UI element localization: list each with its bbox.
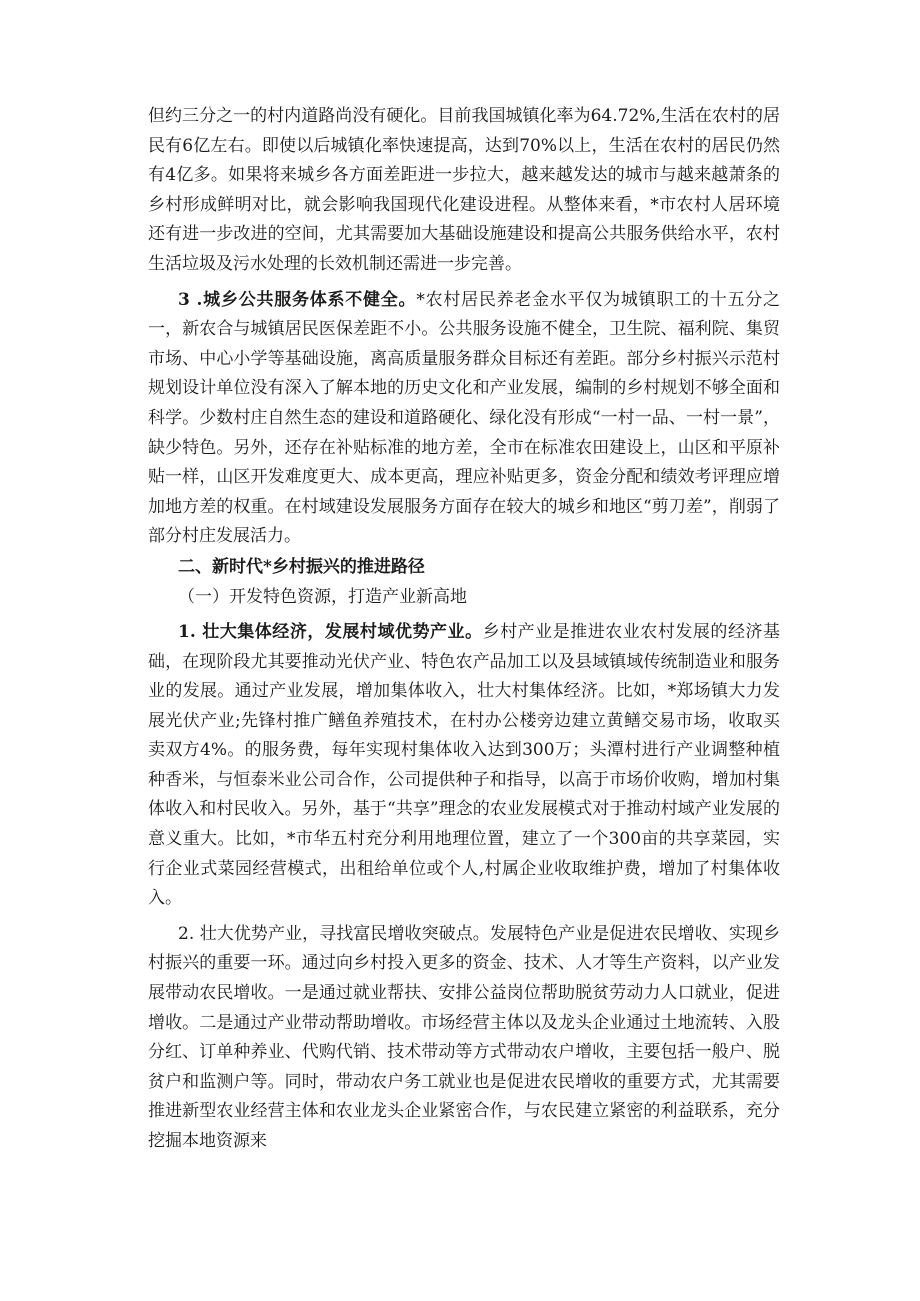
paragraph-body-collective-economy: 乡村产业是推进农业农村发展的经济基础，在现阶段尤其要推动光伏产业、特色农产品加工以及县域镇域传统制造业和服务业的发展。通过产业发展，增加集体收入，壮大村集体经济。比如，*郑场镇大力发展光伏产业;先锋村推广鳝鱼养殖技术，在村办公楼旁边建立黄鳝交易市场，收取买卖双方4%。的服务费，每年实现村集体收入达到300万；头潭村进行产业调整种植种香米，与恒泰米业公司合作，公司提供种子和指导，以高于市场价收购，增加村集体收入和村民收入。另外，基于“共享”理念的农业发展模式对于推动村域产业发展的意义重大。比如，*市华五村充分利用地理位置，建立了一个300亩的共享菜园，实行企业式菜园经营模式，出租给单位或个人,村属企业收取维护费，增加了村集体收入。 — [148, 621, 780, 909]
paragraph-lead-public-services: 3 .城乡公共服务体系不健全。 — [178, 289, 417, 310]
paragraph-lead-collective-economy: 1. 壮大集体经济，发展村域优势产业。 — [178, 621, 483, 642]
paragraph-body-public-services: *农村居民养老金水平仅为城镇职工的十五分之一，新农合与城镇居民医保差距不小。公共服务设施不健全，卫生院、福利院、集贸市场、中心小学等基础设施，离高质量服务群众目标还有差距。部分乡村振兴示范村规划设计单位没有深入了解本地的历史文化和产业发展，编制的乡村规划不够全面和科学。少数村庄自然生态的建设和道路硬化、绿化没有形成“一村一品、一村一景”，缺少特色。另外，还存在补贴标准的地方差，全市在标准农田建设上，山区和平原补贴一样，山区开发难度更大、成本更高，理应补贴更多，资金分配和绩效考评理应增加地方差的权重。在村域建设发展服务方面存在较大的城乡和地区“剪刀差”，削弱了部分村庄发展活力。 — [148, 289, 781, 547]
paragraph-public-services — [148, 286, 780, 552]
subsection-heading: （一）开发特色资源，打造产业新高地 — [178, 586, 467, 607]
section-heading: 二、新时代*乡村振兴的推进路径 — [178, 556, 425, 577]
paragraph-rural-environment: 但约三分之一的村内道路尚没有硬化。目前我国城镇化率为64.72%,生活在农村的居民有6亿左右。即使以后城镇化率快速提高，达到70%以上，生活在农村的居民仍然有4亿多。如果将来城乡各方面差距进一步拉大，越来越发达的城市与越来越萧条的乡村形成鲜明对比，就会影响我国现代化建设进程。从整体来看，*市农村人居环境还有进一步改进的空间，尤其需要加大基础设施建设和提高公共服务供给水平，农村生活垃圾及污水处理的长效机制还需进一步完善。 — [148, 106, 780, 274]
document-page — [148, 102, 780, 1157]
paragraph-advantage-industry: 2. 壮大优势产业，寻找富民增收突破点。发展特色产业是促进农民增收、实现乡村振兴的重要一环。通过向乡村投入更多的资金、技术、人才等生产资料，以产业发展带动农民增收。一是通过就业帮扶、安排公益岗位帮助脱贫劳动力人口就业，促进增收。二是通过产业带动帮助增收。市场经营主体以及龙头企业通过土地流转、入股分红、订单种养业、代购代销、技术带动等方式带动农户增收，主要包括一般户、脱贫户和监测户等。同时，带动农户务工就业也是促进农民增收的重要方式，尤其需要推进新型农业经营主体和农业龙头企业紧密合作，与农民建立紧密的利益联系，充分挖掘本地资源来 — [148, 923, 780, 1151]
paragraph-collective-economy — [148, 618, 780, 914]
